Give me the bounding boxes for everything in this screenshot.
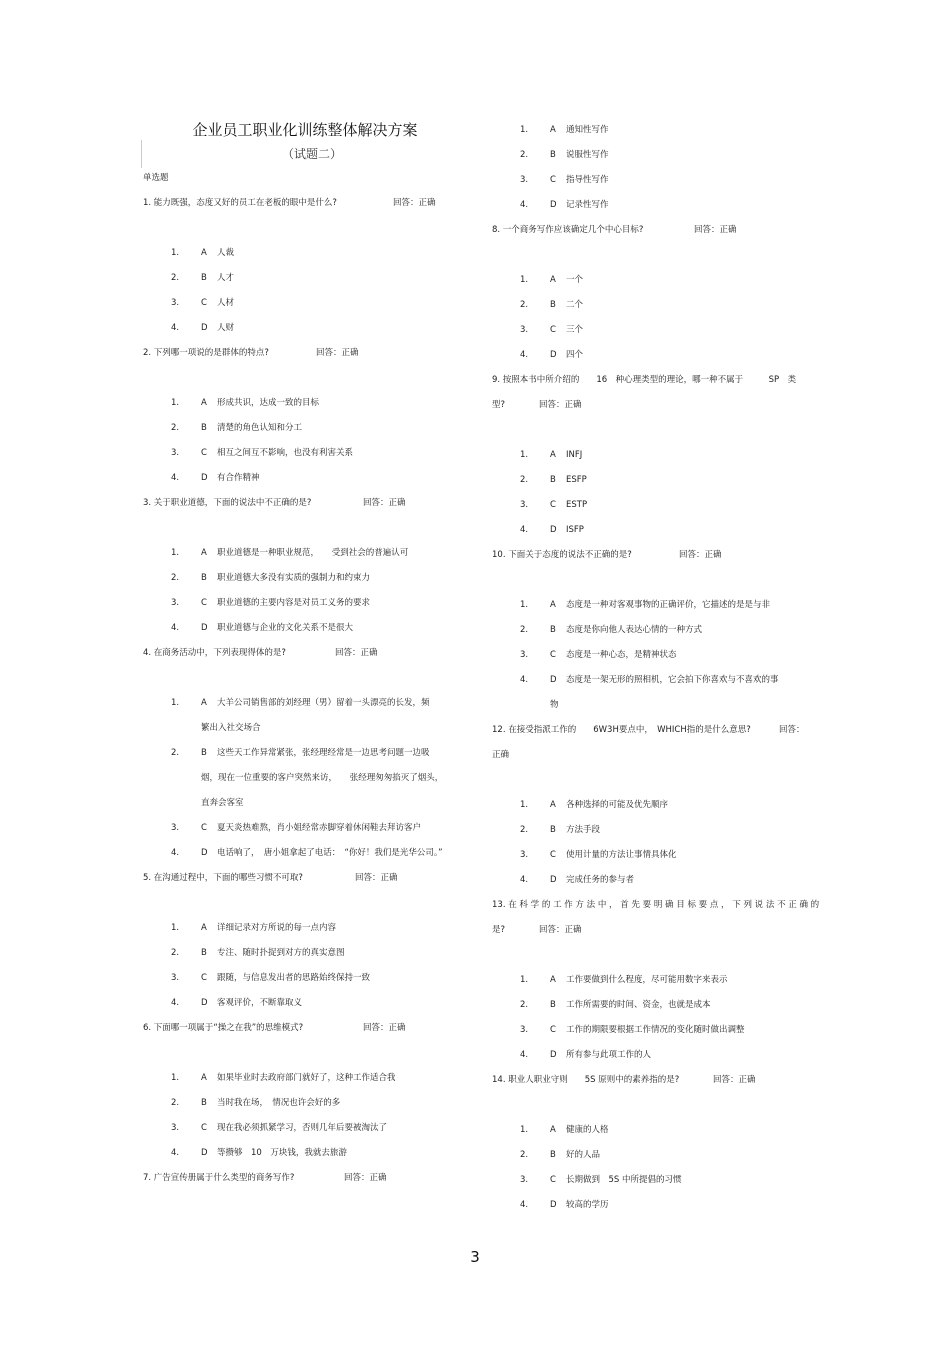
option-letter: B <box>550 150 556 160</box>
option-number: 4. <box>171 323 180 333</box>
option-letter: A <box>201 248 207 258</box>
option-row <box>492 1018 812 1043</box>
option-text: 好的人品 <box>566 1150 601 1160</box>
option-row <box>143 1091 473 1116</box>
option-letter: A <box>201 548 207 558</box>
option-letter: C <box>550 1025 556 1035</box>
option-row <box>492 668 812 693</box>
option-letter: B <box>550 475 556 485</box>
answer-status: 回答：正确 <box>363 498 406 508</box>
option-number: 1. <box>520 275 529 285</box>
option-number: 3. <box>520 325 529 335</box>
answer-status: 回答：正确 <box>363 1023 406 1033</box>
option-text: 工作所需要的时间、资金，也就是成本 <box>566 1000 711 1010</box>
option-row <box>143 291 473 316</box>
option-row <box>492 1168 812 1193</box>
option-row <box>492 268 812 293</box>
question-text: 2. 下列哪一项说的是群体的特点? <box>143 348 269 358</box>
option-number: 2. <box>520 300 529 310</box>
question-row <box>492 718 812 743</box>
option-letter: C <box>201 448 207 458</box>
option-text: 人财 <box>217 323 235 333</box>
option-number: 4. <box>520 200 529 210</box>
option-text: 三个 <box>566 325 584 335</box>
spacer <box>143 516 473 541</box>
option-number: 2. <box>520 825 529 835</box>
option-text: 四个 <box>566 350 584 360</box>
option-letter: A <box>201 1073 207 1083</box>
question-row <box>143 341 473 366</box>
option-letter: B <box>201 1098 207 1108</box>
option-row <box>143 966 473 991</box>
option-letter: D <box>201 623 208 633</box>
question-row <box>492 893 820 918</box>
option-text: 一个 <box>566 275 584 285</box>
option-row <box>492 343 812 368</box>
question-row <box>143 641 473 666</box>
option-row <box>492 468 812 493</box>
option-row <box>143 841 473 866</box>
option-number: 1. <box>520 1125 529 1135</box>
option-row <box>492 293 812 318</box>
option-text: 职业道德是一种职业规范， 受到社会的普遍认可 <box>217 548 409 558</box>
option-letter: D <box>201 1148 208 1158</box>
question-row <box>143 1166 473 1191</box>
answer-status: 回答：正确 <box>335 648 378 658</box>
option-letter: A <box>201 398 207 408</box>
option-text: 夏天炎热难熬，肖小姐经常赤脚穿着休闲鞋去拜访客户 <box>217 823 422 833</box>
option-continuation: 物 <box>550 700 559 710</box>
option-text: 清楚的角色认知和分工 <box>217 423 303 433</box>
option-row <box>143 541 473 566</box>
option-row <box>492 643 812 668</box>
option-letter: A <box>550 450 556 460</box>
option-row <box>143 416 473 441</box>
option-row <box>492 493 812 518</box>
option-continuation: 繁出入社交场合 <box>201 723 261 733</box>
option-letter: A <box>550 600 556 610</box>
option-continuation: 烟，现在一位重要的客户突然来访， 张经理匆匆掐灭了烟头， <box>201 773 444 783</box>
option-row <box>143 1141 473 1166</box>
option-letter: C <box>201 1123 207 1133</box>
option-number: 4. <box>520 1050 529 1060</box>
section-heading: 单选题 <box>143 173 169 183</box>
question-text: 8. 一个商务写作应该确定几个中心目标? <box>492 225 644 235</box>
option-letter: C <box>201 973 207 983</box>
option-number: 4. <box>520 1200 529 1210</box>
spacer <box>492 943 812 968</box>
option-text: ISFP <box>566 525 584 535</box>
question-text: 13. 在 科 学 的 工 作 方 法 中 ， 首 先 要 明 确 目 标 要 点 ， 下 列 说 法 不 正 确 的 <box>492 900 820 910</box>
option-number: 2. <box>520 625 529 635</box>
option-text: 态度是一种对客观事物的正确评价，它描述的是是与非 <box>566 600 771 610</box>
option-letter: B <box>550 300 556 310</box>
option-number: 2. <box>520 475 529 485</box>
answer-status: 回答：正确 <box>539 400 582 410</box>
option-letter: B <box>550 1000 556 1010</box>
option-row <box>492 968 812 993</box>
option-number: 4. <box>171 623 180 633</box>
option-text: 这些天工作异常紧张，张经理经常是一边思考问题一边吸 <box>217 748 430 758</box>
option-row <box>143 691 473 716</box>
answer-status: 回答： <box>779 725 805 735</box>
option-letter: D <box>550 525 557 535</box>
question-row <box>492 918 812 943</box>
option-letter: C <box>550 175 556 185</box>
option-text: 健康的人格 <box>566 1125 609 1135</box>
option-text: 工作的期限要根据工作情况的变化随时做出调整 <box>566 1025 745 1035</box>
answer-status: 回答：正确 <box>393 198 436 208</box>
option-number: 1. <box>520 600 529 610</box>
question-row <box>143 191 473 216</box>
option-number: 4. <box>171 473 180 483</box>
option-number: 2. <box>171 423 180 433</box>
option-number: 1. <box>520 125 529 135</box>
option-text: 工作要做到什么程度，尽可能用数字来表示 <box>566 975 728 985</box>
option-continuation: 直奔会客室 <box>201 798 244 808</box>
option-letter: D <box>201 998 208 1008</box>
option-row <box>492 143 812 168</box>
option-number: 3. <box>171 448 180 458</box>
option-letter: D <box>201 848 208 858</box>
question-row <box>492 218 812 243</box>
option-letter: C <box>550 500 556 510</box>
question-text: 1. 能力既强，态度又好的员工在老板的眼中是什么? <box>143 198 337 208</box>
question-row <box>143 1016 473 1041</box>
option-letter: A <box>201 923 207 933</box>
option-text: ESTP <box>566 500 588 510</box>
question-text: 4. 在商务活动中，下列表现得体的是? <box>143 648 286 658</box>
option-letter: C <box>550 650 556 660</box>
option-text: 记录性写作 <box>566 200 609 210</box>
question-row <box>492 393 812 418</box>
option-text: 职业道德的主要内容是对员工义务的要求 <box>217 598 371 608</box>
option-number: 1. <box>520 450 529 460</box>
option-number: 1. <box>171 398 180 408</box>
option-row <box>143 1066 473 1091</box>
answer-status: 回答：正确 <box>679 550 722 560</box>
spacer <box>492 418 812 443</box>
option-row <box>492 1118 812 1143</box>
option-letter: A <box>201 698 207 708</box>
option-text: 人才 <box>217 273 235 283</box>
margin-rule <box>141 140 142 168</box>
option-row <box>143 816 473 841</box>
option-text: 人裁 <box>217 248 235 258</box>
option-text: 相互之间互不影响，也没有利害关系 <box>217 448 354 458</box>
option-row <box>492 843 812 868</box>
option-text: 态度是一架无形的照相机，它会拍下你喜欢与不喜欢的事 <box>566 675 779 685</box>
question-text: 12. 在接受指派工作的 6W3H要点中， WHICH指的是什么意思? <box>492 725 751 735</box>
option-number: 2. <box>171 573 180 583</box>
question-row <box>492 743 812 768</box>
option-row <box>143 566 473 591</box>
option-row <box>143 741 473 766</box>
option-text: 职业道德与企业的文化关系不是很大 <box>217 623 354 633</box>
option-number: 3. <box>520 850 529 860</box>
option-row <box>143 916 473 941</box>
question-text: 7. 广告宣传册属于什么类型的商务写作? <box>143 1173 295 1183</box>
spacer <box>143 666 473 691</box>
option-row <box>492 443 812 468</box>
option-row <box>143 441 473 466</box>
option-letter: C <box>201 298 207 308</box>
option-number: 3. <box>520 650 529 660</box>
option-row <box>492 168 812 193</box>
option-row <box>492 593 812 618</box>
option-number: 1. <box>171 1073 180 1083</box>
spacer <box>492 768 812 793</box>
answer-status: 回答：正确 <box>713 1075 756 1085</box>
question-text: 5. 在沟通过程中，下面的哪些习惯不可取? <box>143 873 303 883</box>
option-number: 1. <box>171 248 180 258</box>
option-number: 2. <box>171 748 180 758</box>
question-row <box>143 491 473 516</box>
option-text: 长期做到 5S 中所提倡的习惯 <box>566 1175 682 1185</box>
option-row <box>492 1043 812 1068</box>
option-number: 3. <box>520 1025 529 1035</box>
option-letter: D <box>550 1200 557 1210</box>
question-text: 正确 <box>492 750 510 760</box>
option-letter: D <box>550 350 557 360</box>
option-text: 通知性写作 <box>566 125 609 135</box>
option-text: 说服性写作 <box>566 150 609 160</box>
option-row <box>492 868 812 893</box>
option-letter: D <box>550 875 557 885</box>
option-number: 2. <box>520 150 529 160</box>
option-text: 方法手段 <box>566 825 601 835</box>
option-number: 3. <box>171 823 180 833</box>
option-text: 人材 <box>217 298 235 308</box>
option-letter: B <box>201 423 207 433</box>
option-row <box>492 1193 812 1218</box>
option-number: 1. <box>520 800 529 810</box>
option-row <box>143 591 473 616</box>
answer-status: 回答：正确 <box>694 225 737 235</box>
option-number: 4. <box>171 848 180 858</box>
option-number: 2. <box>171 948 180 958</box>
option-number: 2. <box>520 1150 529 1160</box>
option-number: 1. <box>171 698 180 708</box>
option-text: 现在我必须抓紧学习，否则几年后要被淘汰了 <box>217 1123 388 1133</box>
option-row <box>492 993 812 1018</box>
option-text: 态度是你向他人表达心情的一种方式 <box>566 625 703 635</box>
option-text: 较高的学历 <box>566 1200 609 1210</box>
right-column <box>492 118 820 1218</box>
option-row <box>492 618 812 643</box>
answer-status: 回答：正确 <box>539 925 582 935</box>
question-text: 9. 按照本书中所介绍的 16 种心理类型的理论，哪一种不属于 SP 类 <box>492 375 797 385</box>
option-text: 所有参与此项工作的人 <box>566 1050 652 1060</box>
option-letter: D <box>550 675 557 685</box>
option-text: 详细记录对方所说的每一点内容 <box>217 923 337 933</box>
option-number: 4. <box>520 675 529 685</box>
option-number: 4. <box>520 525 529 535</box>
option-row <box>492 518 812 543</box>
option-text: 如果毕业时去政府部门就好了，这种工作适合我 <box>217 1073 396 1083</box>
option-text: 等攒够 10 万块钱，我就去旅游 <box>217 1148 347 1158</box>
option-row <box>492 318 812 343</box>
option-row <box>492 793 812 818</box>
page-number: 3 <box>470 1248 480 1266</box>
question-text: 6. 下面哪一项属于“操之在我”的思维模式? <box>143 1023 304 1033</box>
option-text: 形成共识，达成一致的目标 <box>217 398 320 408</box>
option-letter: D <box>550 200 557 210</box>
option-number: 1. <box>520 975 529 985</box>
option-letter: A <box>550 125 556 135</box>
option-row <box>143 391 473 416</box>
spacer <box>492 243 812 268</box>
option-number: 3. <box>171 1123 180 1133</box>
option-row <box>143 241 473 266</box>
option-number: 1. <box>171 923 180 933</box>
option-text: 指导性写作 <box>566 175 609 185</box>
option-number: 4. <box>171 998 180 1008</box>
option-row <box>143 316 473 341</box>
option-row <box>492 193 812 218</box>
option-letter: B <box>201 948 207 958</box>
option-text: 电话响了， 唐小姐拿起了电话： “你好！我们是光华公司。” <box>217 848 443 858</box>
question-text: 是? <box>492 925 506 935</box>
option-number: 4. <box>520 350 529 360</box>
option-text: 有合作精神 <box>217 473 260 483</box>
option-letter: A <box>550 1125 556 1135</box>
answer-status: 回答：正确 <box>355 873 398 883</box>
option-text: INFJ <box>566 450 583 460</box>
option-text: 当时我在场， 情况也许会好的多 <box>217 1098 341 1108</box>
option-text: 态度是一种心态，是精神状态 <box>566 650 677 660</box>
option-number: 2. <box>171 273 180 283</box>
option-text: 二个 <box>566 300 584 310</box>
option-number: 1. <box>171 548 180 558</box>
option-letter: B <box>550 825 556 835</box>
option-number: 2. <box>171 1098 180 1108</box>
spacer <box>143 216 473 241</box>
option-row <box>143 991 473 1016</box>
spacer <box>492 1093 812 1118</box>
option-letter: C <box>550 1175 556 1185</box>
option-row <box>492 818 812 843</box>
document-subtitle: （试题二） <box>281 147 342 161</box>
option-number: 3. <box>171 973 180 983</box>
option-letter: B <box>550 625 556 635</box>
option-number: 3. <box>520 175 529 185</box>
option-number: 3. <box>171 298 180 308</box>
option-letter: D <box>201 323 208 333</box>
option-letter: C <box>201 598 207 608</box>
option-number: 4. <box>171 1148 180 1158</box>
option-text: 完成任务的参与者 <box>566 875 635 885</box>
option-letter: A <box>550 975 556 985</box>
option-letter: A <box>550 275 556 285</box>
option-text: 客观评价，不断靠取义 <box>217 998 303 1008</box>
option-letter: B <box>201 573 207 583</box>
option-text: ESFP <box>566 475 587 485</box>
question-row <box>492 1068 812 1093</box>
option-text: 各种选择的可能及优先顺序 <box>566 800 669 810</box>
option-letter: A <box>550 800 556 810</box>
option-number: 3. <box>171 598 180 608</box>
option-letter: C <box>201 823 207 833</box>
document-title: 企业员工职业化训练整体解决方案 <box>192 121 418 139</box>
option-row <box>143 941 473 966</box>
option-row <box>143 1116 473 1141</box>
option-row <box>492 118 812 143</box>
question-text: 10. 下面关于态度的说法不正确的是? <box>492 550 632 560</box>
option-text: 使用计量的方法让事情具体化 <box>566 850 677 860</box>
option-letter: B <box>201 273 207 283</box>
option-number: 2. <box>520 1000 529 1010</box>
spacer <box>143 1041 473 1066</box>
answer-status: 回答：正确 <box>316 348 359 358</box>
spacer <box>492 568 812 593</box>
left-column <box>143 118 473 1191</box>
option-row <box>143 616 473 641</box>
question-text: 3. 关于职业道德，下面的说法中不正确的是? <box>143 498 312 508</box>
option-number: 3. <box>520 500 529 510</box>
question-text: 14. 职业人职业守则 5S 原则中的素养指的是? <box>492 1075 680 1085</box>
question-text: 型? <box>492 400 506 410</box>
option-row <box>143 266 473 291</box>
option-text: 职业道德大多没有实质的强制力和约束力 <box>217 573 371 583</box>
option-letter: B <box>201 748 207 758</box>
option-text: 大羊公司销售部的刘经理（男）留着一头漂亮的长发，频 <box>217 698 430 708</box>
option-number: 4. <box>520 875 529 885</box>
option-text: 专注、随时扑捉到对方的真实意图 <box>217 948 345 958</box>
option-letter: D <box>550 1050 557 1060</box>
answer-status: 回答：正确 <box>344 1173 387 1183</box>
option-text: 跟随，与信息发出者的思路始终保持一致 <box>217 973 371 983</box>
option-letter: D <box>201 473 208 483</box>
question-row <box>492 368 812 393</box>
spacer <box>143 891 473 916</box>
option-row <box>143 466 473 491</box>
option-letter: C <box>550 850 556 860</box>
option-number: 3. <box>520 1175 529 1185</box>
option-letter: B <box>550 1150 556 1160</box>
spacer <box>143 366 473 391</box>
option-letter: C <box>550 325 556 335</box>
question-row <box>143 866 473 891</box>
question-row <box>492 543 812 568</box>
option-row <box>492 1143 812 1168</box>
